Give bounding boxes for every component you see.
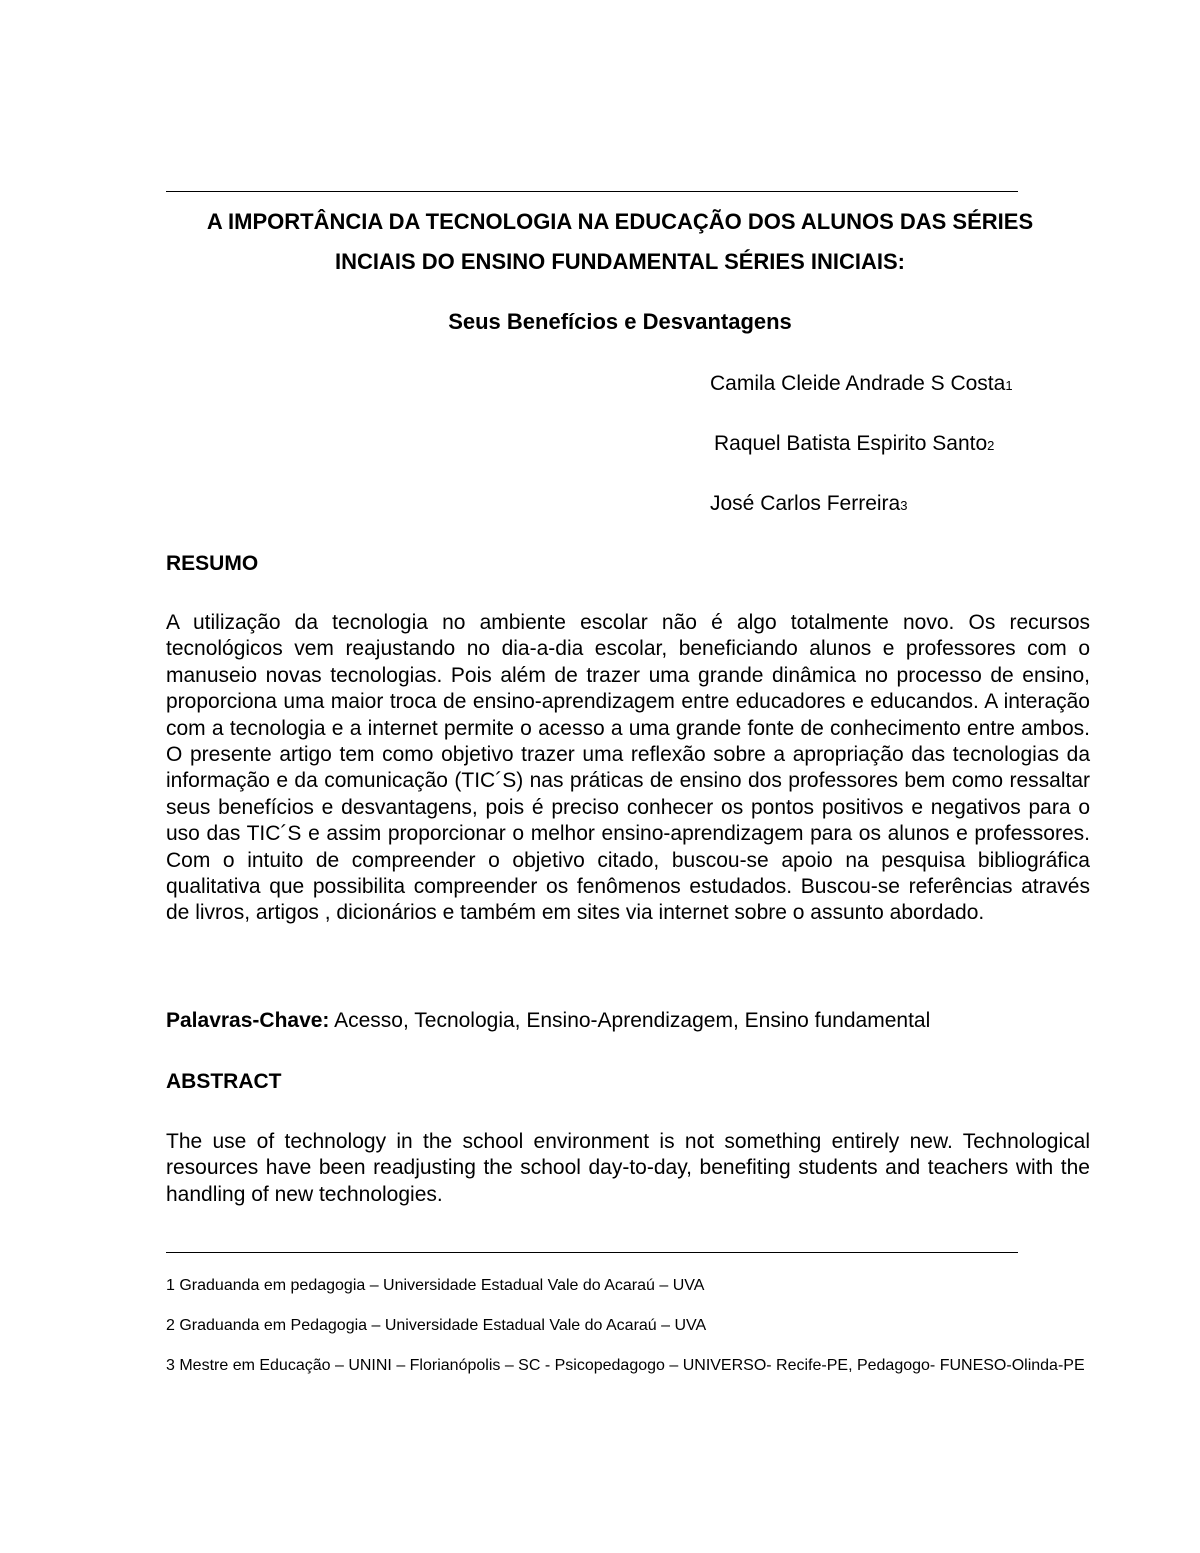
author-name: Raquel Batista Espirito Santo bbox=[714, 432, 988, 455]
abstract-heading: ABSTRACT bbox=[166, 1070, 282, 1093]
keywords-text: Acesso, Tecnologia, Ensino-Aprendizagem, Ensino fundamental bbox=[329, 1009, 931, 1032]
paper-title-line-1: A IMPORTÂNCIA DA TECNOLOGIA NA EDUCAÇÃO DOS ALUNOS DAS SÉRIES bbox=[206, 209, 1034, 234]
abstract-body: The use of technology in the school environment is not something entirely new. Technological resources have been readjusting the school day-to-day, benefiting students and teachers with the handling of new technologies. bbox=[166, 1130, 1090, 1206]
author-1 bbox=[710, 369, 1013, 401]
header-rule bbox=[166, 191, 1018, 192]
keywords bbox=[166, 1006, 930, 1036]
footnote-mark: 1 bbox=[1005, 378, 1013, 393]
resumo-body: A utilização da tecnologia no ambiente escolar não é algo totalmente novo. Os recursos tecnológicos vem reajustando no dia-a-dia escolar, beneficiando alunos e professores com o manuseio novas tecnologias. Pois além de trazer uma grande dinâmica no processo de ensino, proporciona uma maior troca de ensino-aprendizagem entre educadores e educandos. A interação com a tecnologia e a internet permite o acesso a uma grande fonte de conhecimento entre ambos. O presente artigo tem como objetivo trazer uma reflexão sobre a apropriação das tecnologias da informação e da comunicação (TIC´S) nas práticas de ensino dos professores bem como ressaltar seus benefícios e desvantagens, pois é preciso conhecer os pontos positivos e negativos para o uso das TIC´S e assim proporcionar o melhor ensino-aprendizagem para os alunos e professores. Com o intuito de compreender o objetivo citado, buscou-se apoio na pesquisa bibliográfica qualitativa que possibilita compreender os fenômenos estudados. Buscou-se referências através de livros, artigos , dicionários e também em sites via internet sobre o assunto abordado. bbox=[166, 611, 1090, 925]
footnote-2: 2 Graduanda em Pedagogia – Universidade Estadual Vale do Acaraú – UVA bbox=[166, 1317, 707, 1334]
author-3 bbox=[710, 489, 907, 521]
paper-title-line-2: INCIAIS DO ENSINO FUNDAMENTAL SÉRIES INICIAIS: bbox=[334, 249, 905, 274]
author-name: José Carlos Ferreira bbox=[710, 492, 901, 515]
footnote-1: 1 Graduanda em pedagogia – Universidade Estadual Vale do Acaraú – UVA bbox=[166, 1277, 705, 1294]
resumo-heading: RESUMO bbox=[166, 552, 259, 575]
paper-subtitle: Seus Benefícios e Desvantagens bbox=[448, 309, 792, 334]
keywords-label: Palavras-Chave: bbox=[166, 1009, 330, 1032]
footnote-rule bbox=[166, 1252, 1018, 1253]
author-name: Camila Cleide Andrade S Costa bbox=[710, 372, 1006, 395]
author-2 bbox=[714, 429, 994, 461]
footnote-mark: 2 bbox=[987, 438, 995, 453]
footnote-mark: 3 bbox=[900, 498, 908, 513]
footnote-3: 3 Mestre em Educação – UNINI – Florianópolis – SC - Psicopedagogo – UNIVERSO- Recife-PE, Pedagogo- FUNESO-Olinda-PE bbox=[166, 1357, 1085, 1374]
